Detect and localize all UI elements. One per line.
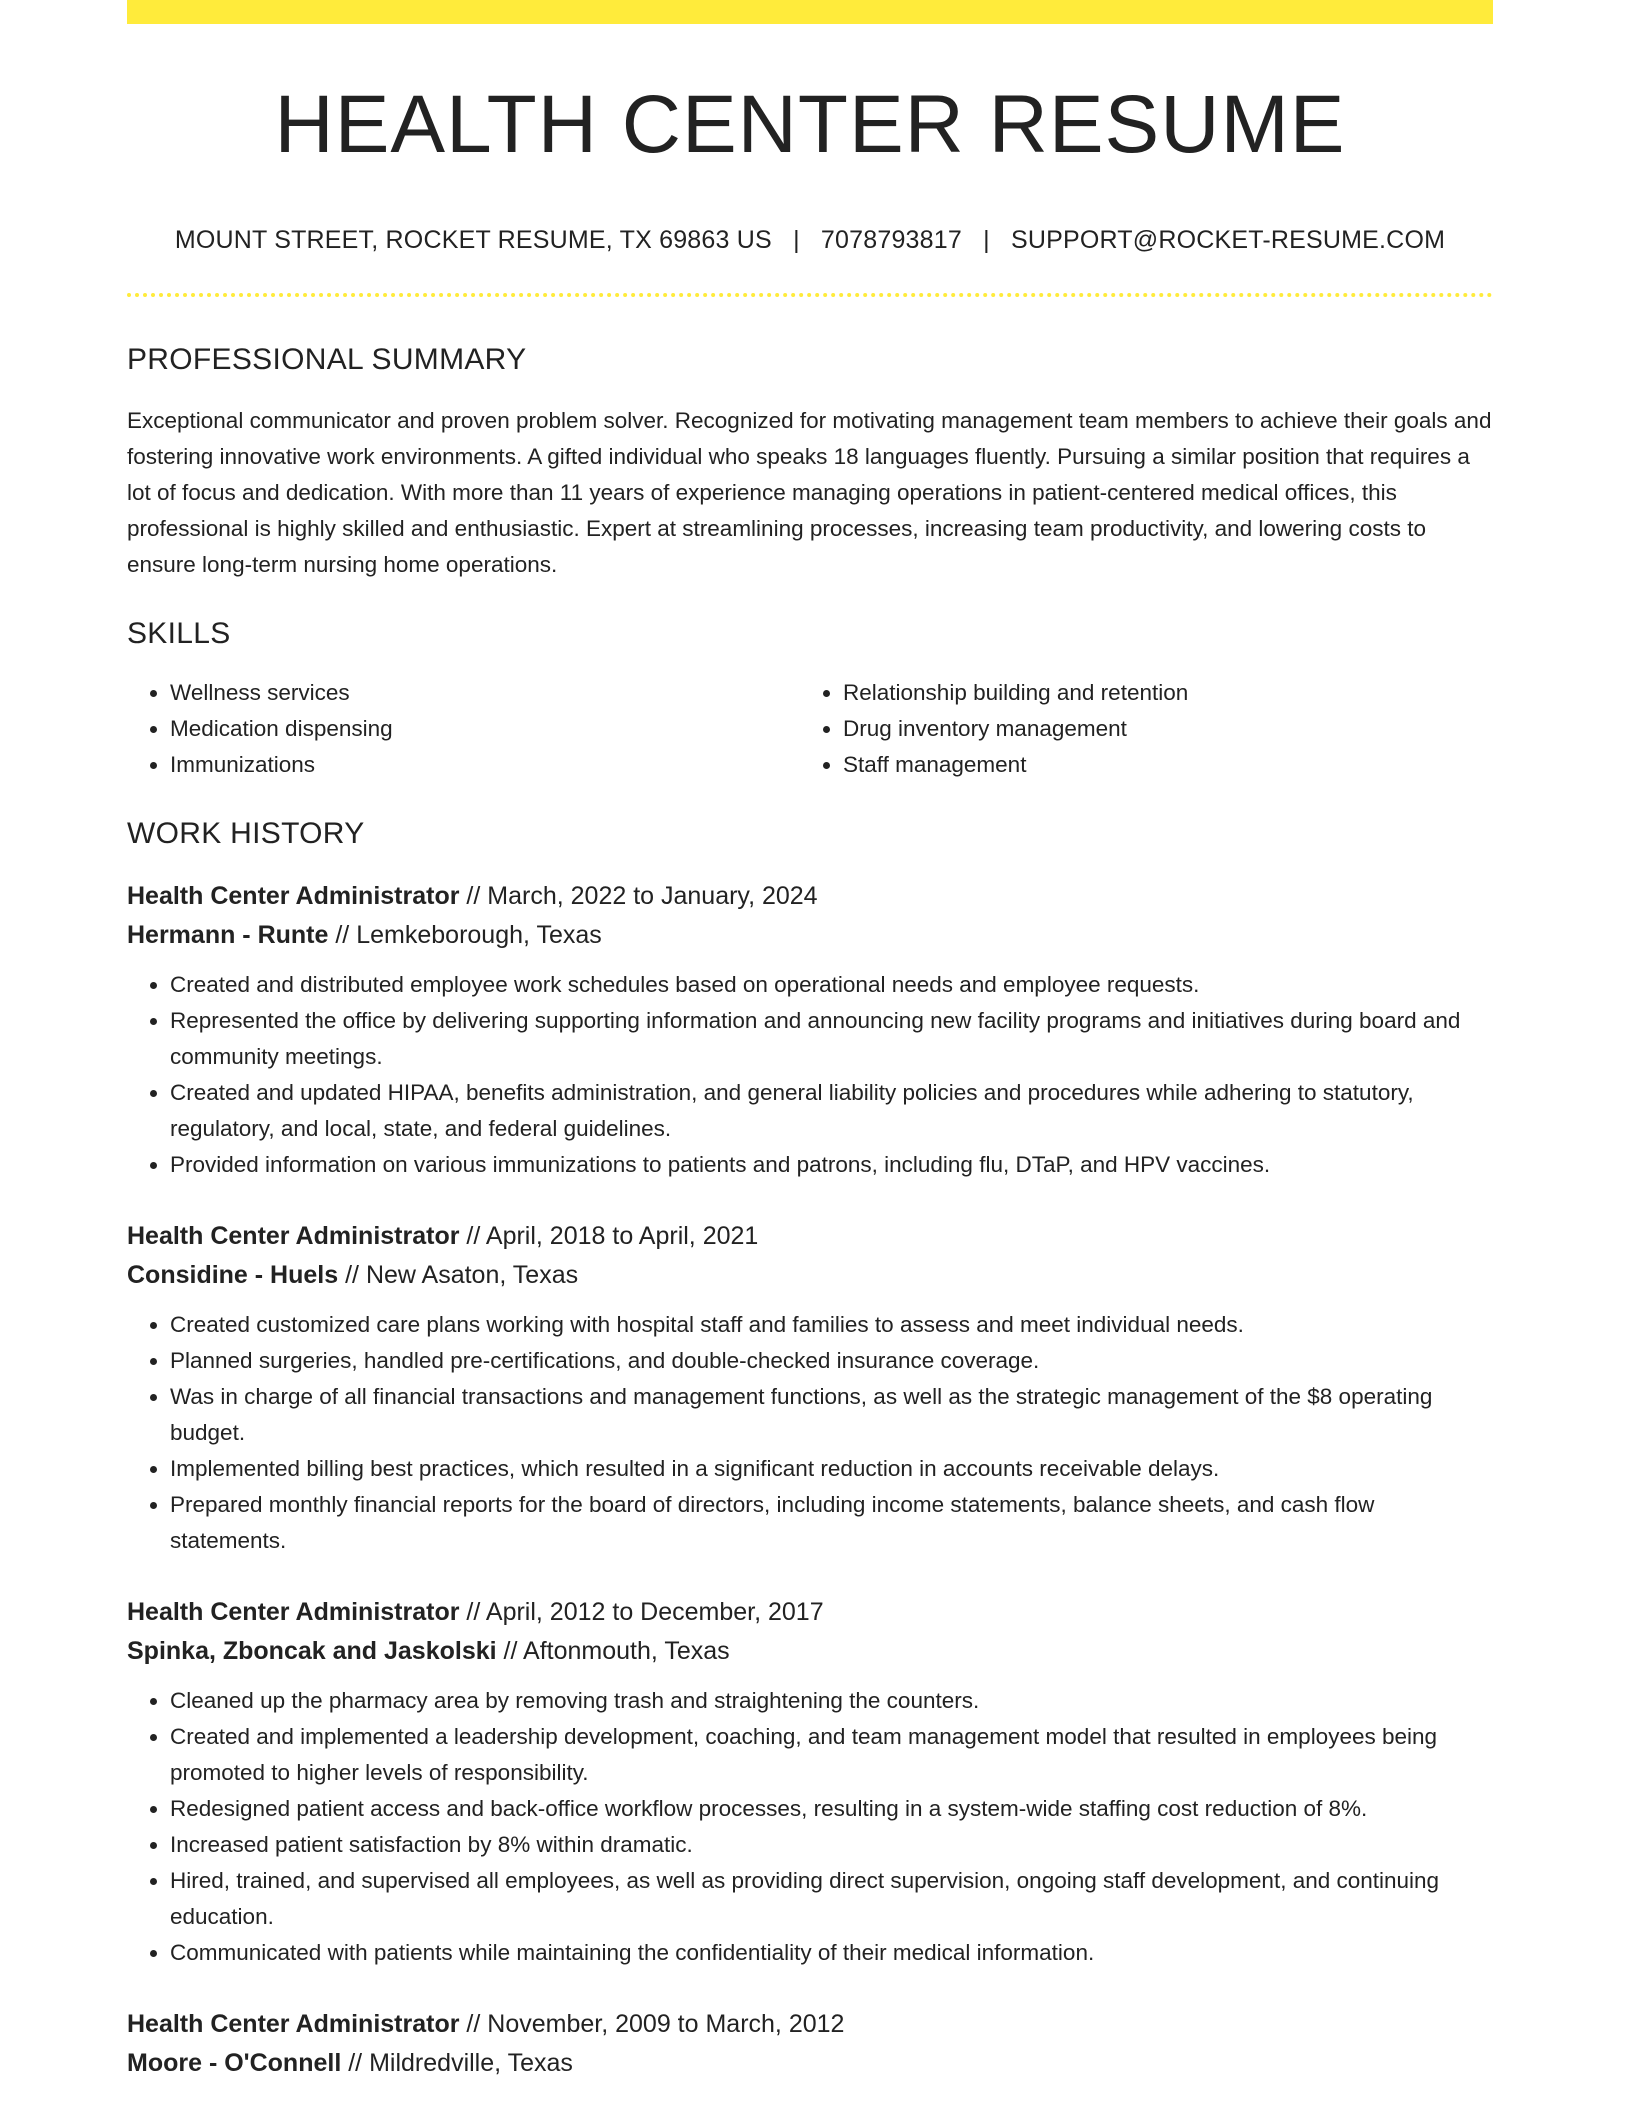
job-company: Spinka, Zboncak and Jaskolski bbox=[127, 1637, 497, 1666]
resume-content bbox=[127, 24, 1493, 2083]
job-bullet: • Implemented billing best practices, which resulted in a significant reduction in accounts receivable delays. bbox=[170, 1451, 1493, 1487]
contact-line bbox=[127, 226, 1493, 255]
skill-item: • Wellness services bbox=[170, 675, 800, 711]
skills-heading: SKILLS bbox=[127, 617, 231, 651]
job-bullet: • Provided information on various immunizations to patients and patrons, including flu, DTaP, and HPV vaccines. bbox=[170, 1147, 1493, 1183]
job-title-line bbox=[127, 1217, 1493, 1256]
job-divider: // bbox=[335, 921, 350, 950]
job-company: Moore - O'Connell bbox=[127, 2049, 342, 2078]
job-divider: // bbox=[345, 1261, 359, 1290]
header-divider bbox=[127, 293, 1493, 297]
skills-column-left bbox=[127, 675, 800, 783]
job-company: Hermann - Runte bbox=[127, 921, 329, 950]
job-bullet: • Increased patient satisfaction by 8% within dramatic. bbox=[170, 1827, 1493, 1863]
job-bullet: • Prepared monthly financial reports for the board of directors, including income statements, balance sheets, and cash flow statements. bbox=[170, 1487, 1493, 1559]
job-dates: April, 2012 to December, 2017 bbox=[485, 1598, 824, 1627]
contact-address: MOUNT STREET, ROCKET RESUME, TX 69863 US bbox=[174, 226, 772, 255]
summary-text: Exceptional communicator and proven problem solver. Recognized for motivating management team members to achieve their goals and fostering innovative work environments. A gifted individual who speaks 18 languages fluently. Pursuing a similar position that requires a lot of focus and dedication. With more than 11 years of experience managing operations in patient-centered medical offices, this professional is highly skilled and enthusiastic. Expert at streamlining processes, increasing team productivity, and lowering costs to ensure long-term nursing home operations. bbox=[127, 408, 1492, 578]
job-title: Health Center Administrator bbox=[127, 2010, 460, 2039]
job-title-line bbox=[127, 2005, 1493, 2044]
skills-list bbox=[127, 675, 1493, 783]
job-bullet: • Was in charge of all financial transactions and management functions, as well as the strategic management of the $8 operating budget. bbox=[170, 1379, 1493, 1451]
job-bullet: • Planned surgeries, handled pre-certifications, and double-checked insurance coverage. bbox=[170, 1343, 1493, 1379]
job-title: Health Center Administrator bbox=[127, 1222, 460, 1251]
job-divider: // bbox=[466, 882, 481, 911]
skills-column-right bbox=[800, 675, 1473, 783]
job-dates: April, 2018 to April, 2021 bbox=[485, 1222, 759, 1251]
job-location: Lemkeborough, Texas bbox=[356, 921, 602, 950]
job-bullet: • Cleaned up the pharmacy area by removing trash and straightening the counters. bbox=[170, 1683, 1493, 1719]
job-divider: // bbox=[466, 2010, 481, 2039]
job-location: Aftonmouth, Texas bbox=[523, 1637, 730, 1666]
job-bullet: • Redesigned patient access and back-office workflow processes, resulting in a system-wide staffing cost reduction of 8%. bbox=[170, 1791, 1493, 1827]
accent-top-bar bbox=[127, 0, 1493, 24]
job-divider: // bbox=[466, 1598, 481, 1627]
job-location: Mildredville, Texas bbox=[369, 2049, 573, 2078]
job-dates: November, 2009 to March, 2012 bbox=[487, 2010, 845, 2039]
job-divider: // bbox=[466, 1222, 481, 1251]
job-bullet: • Created and distributed employee work schedules based on operational needs and employee requests. bbox=[170, 967, 1493, 1003]
job-bullets bbox=[127, 1307, 1493, 1559]
skill-item: • Immunizations bbox=[170, 747, 800, 783]
job-company-line bbox=[127, 2044, 1493, 2083]
skill-item: • Medication dispensing bbox=[170, 711, 800, 747]
job-entry bbox=[127, 2005, 1493, 2083]
job-entry bbox=[127, 1593, 1493, 1971]
job-company-line bbox=[127, 916, 1493, 955]
job-bullet: • Created and implemented a leadership development, coaching, and team management model that resulted in employees being promoted to higher levels of responsibility. bbox=[170, 1719, 1493, 1791]
job-title: Health Center Administrator bbox=[127, 1598, 460, 1627]
skill-item: • Relationship building and retention bbox=[843, 675, 1473, 711]
job-bullet: • Created and updated HIPAA, benefits administration, and general liability policies and procedures while adhering to statutory, regulatory, and local, state, and federal guidelines. bbox=[170, 1075, 1493, 1147]
job-divider: // bbox=[503, 1637, 518, 1666]
job-entry bbox=[127, 877, 1493, 1183]
job-bullets bbox=[127, 967, 1493, 1183]
summary-heading: PROFESSIONAL SUMMARY bbox=[127, 343, 527, 377]
job-location: New Asaton, Texas bbox=[365, 1261, 579, 1290]
skill-item: • Drug inventory management bbox=[843, 711, 1473, 747]
job-title: Health Center Administrator bbox=[127, 882, 460, 911]
skill-item: • Staff management bbox=[843, 747, 1473, 783]
job-bullet: • Hired, trained, and supervised all employees, as well as providing direct supervision, ongoing staff development, and continuing education. bbox=[170, 1863, 1493, 1935]
contact-separator: | bbox=[793, 226, 800, 255]
job-dates: March, 2022 to January, 2024 bbox=[487, 882, 818, 911]
job-bullet: • Communicated with patients while maintaining the confidentiality of their medical information. bbox=[170, 1935, 1493, 1971]
job-title-line bbox=[127, 1593, 1493, 1632]
contact-phone: 7078793817 bbox=[820, 226, 962, 255]
contact-email: SUPPORT@ROCKET-RESUME.COM bbox=[1010, 226, 1446, 255]
job-title-line bbox=[127, 877, 1493, 916]
resume-title: HEALTH CENTER RESUME bbox=[274, 79, 1346, 170]
job-company: Considine - Huels bbox=[127, 1261, 339, 1290]
job-company-line bbox=[127, 1632, 1493, 1671]
contact-separator: | bbox=[983, 226, 990, 255]
job-bullets bbox=[127, 1683, 1493, 1971]
job-bullet: • Represented the office by delivering supporting information and announcing new facility programs and initiatives during board and community meetings. bbox=[170, 1003, 1493, 1075]
job-divider: // bbox=[348, 2049, 363, 2078]
job-bullet: • Created customized care plans working with hospital staff and families to assess and meet individual needs. bbox=[170, 1307, 1493, 1343]
work-history-heading: WORK HISTORY bbox=[127, 817, 365, 851]
job-entry bbox=[127, 1217, 1493, 1559]
job-company-line bbox=[127, 1256, 1493, 1295]
